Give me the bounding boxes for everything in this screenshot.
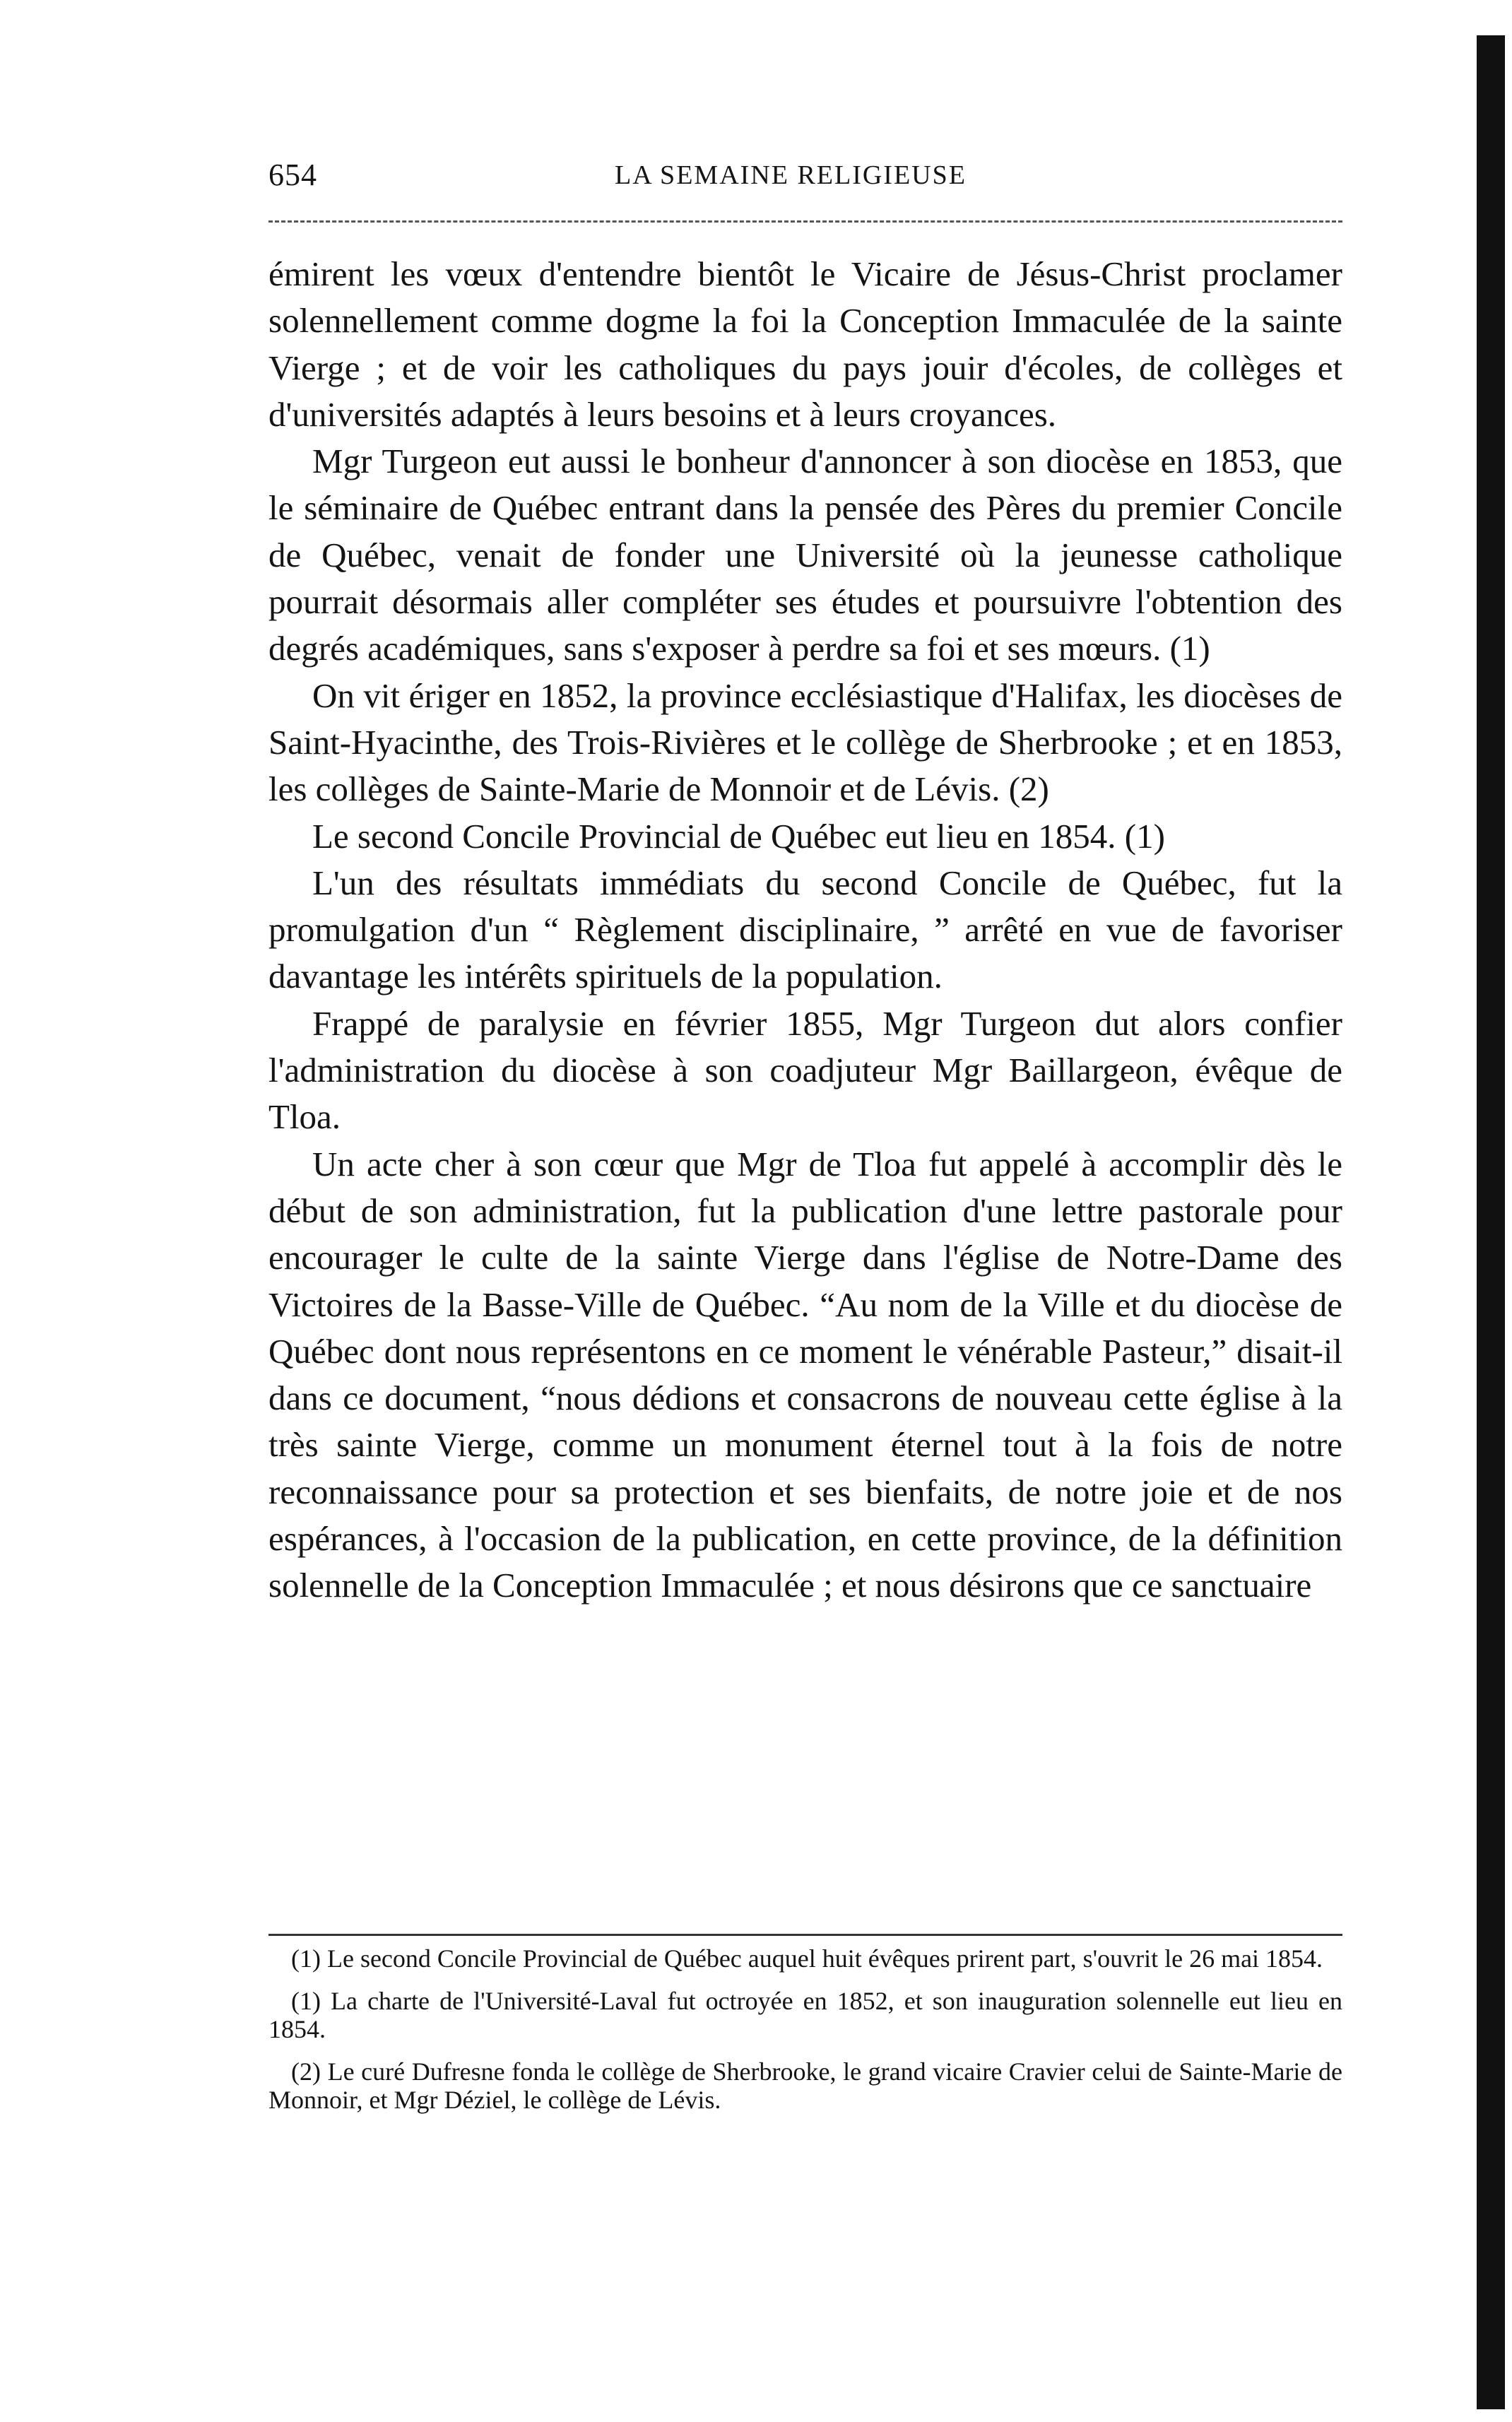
paragraph: émirent les vœux d'entendre bientôt le Vicaire de Jésus-Christ proclamer solennellement comme dogme la foi la Conception Immaculée de la sainte Vierge ; et de voir les catholiques du pays jouir d'écoles, de collèges et d'universités adaptés à leurs besoins et à leurs croyances.: [268, 254, 1342, 434]
footnote-rule: [268, 1934, 1342, 1936]
footnotes: [268, 1944, 1342, 2128]
paragraph: L'un des résultats immédiats du second Concile de Québec, fut la promulgation d'un “ Règlement disciplinaire, ” arrêté en vue de favoriser davantage les intérêts spirituels de la population.: [268, 863, 1342, 996]
page-binding-edge: [1477, 35, 1505, 2409]
paragraph: Un acte cher à son cœur que Mgr de Tloa fut appelé à accomplir dès le début de son administration, fut la publication d'une lettre pastorale pour encourager le culte de la sainte Vierge dans l'église de Notre-Dame des Victoires de la Basse-Ville de Québec. “Au nom de la Ville et du diocèse de Québec dont nous représentons en ce moment le vénérable Pasteur,” disait-il dans ce document, “nous dédions et consacrons de nouveau cette église à la très sainte Vierge, comme un monument éternel tout à la fois de notre reconnaissance pour sa protection et ses bienfaits, de notre joie et de nos espérances, à l'occasion de la publication, en cette province, de la définition solennelle de la Conception Immaculée ; et nous désirons que ce sanctuaire: [268, 1144, 1342, 1605]
paragraph: Le second Concile Provincial de Québec eut lieu en 1854. (1): [312, 816, 1165, 856]
page-header: [268, 157, 1357, 213]
footnote: (1) Le second Concile Provincial de Québec auquel huit évêques prirent part, s'ouvrit le 26 mai 1854.: [291, 1944, 1323, 1973]
paragraph: On vit ériger en 1852, la province ecclésiastique d'Halifax, les diocèses de Saint-Hyacinthe, des Trois-Rivières et le collège de Sherbrooke ; et en 1853, les collèges de Sainte-Marie de Monnoir et de Lévis. (2): [268, 675, 1342, 809]
footnote: (2) Le curé Dufresne fonda le collège de Sherbrooke, le grand vicaire Cravier celui de Sainte-Marie de Monnoir, et Mgr Déziel, le collège de Lévis.: [268, 2057, 1342, 2114]
paragraph: Mgr Turgeon eut aussi le bonheur d'annoncer à son diocèse en 1853, que le séminaire de Québec entrant dans la pensée des Pères du premier Concile de Québec, venait de fonder une Université où la jeunesse catholique pourrait désormais aller compléter ses études et poursuivre l'obtention des degrés académiques, sans s'exposer à perdre sa foi et ses mœurs. (1): [268, 442, 1342, 668]
paragraph: Frappé de paralysie en février 1855, Mgr Turgeon dut alors confier l'administration du diocèse à son coadjuteur Mgr Baillargeon, évêque de Tloa.: [268, 1003, 1342, 1137]
running-title: LA SEMAINE RELIGIEUSE: [615, 160, 967, 190]
page-number: 654: [268, 158, 317, 192]
footnote: (1) La charte de l'Université-Laval fut octroyée en 1852, et son inauguration solennelle eut lieu en 1854.: [268, 1987, 1342, 2043]
header-rule: [268, 220, 1342, 223]
body-text: [268, 251, 1342, 1609]
